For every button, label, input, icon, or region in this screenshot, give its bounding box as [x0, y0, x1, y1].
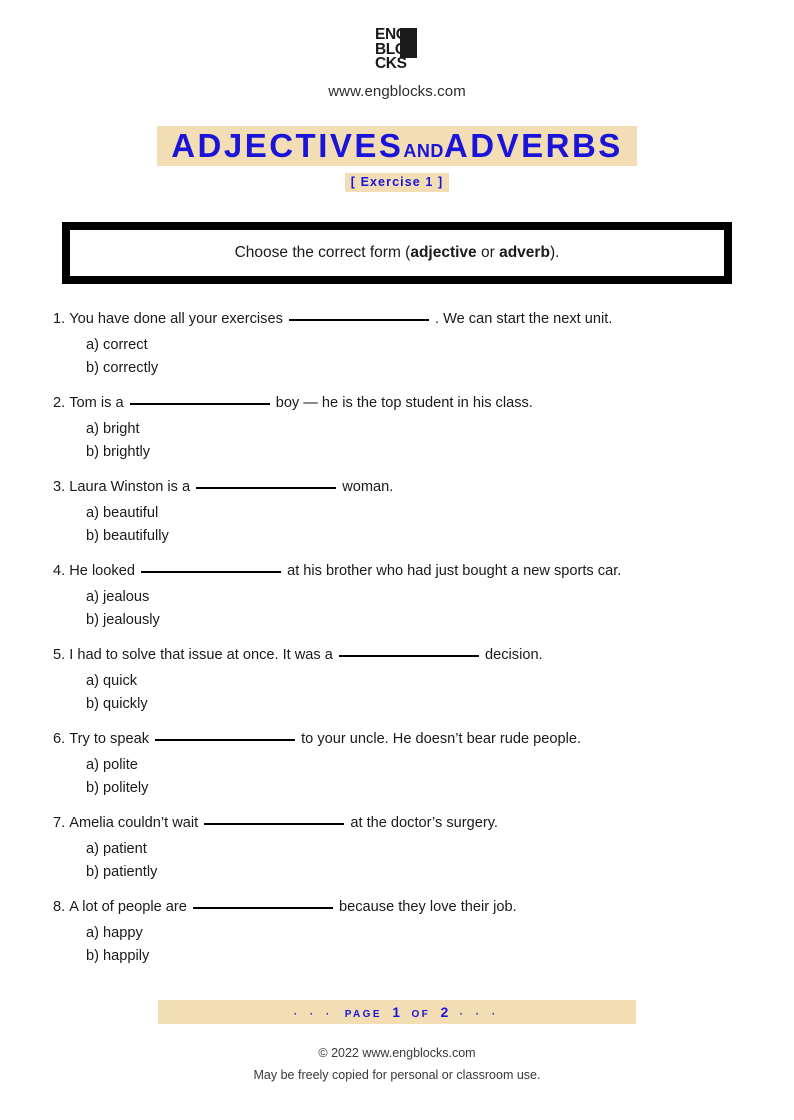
question-line: [53, 646, 746, 665]
answer-blank[interactable]: [289, 319, 429, 321]
logo-line-1: ENG: [375, 26, 408, 43]
question-text-before: Try to speak: [69, 731, 149, 747]
question-text-before: Tom is a: [69, 395, 124, 411]
answer-blank[interactable]: [196, 487, 336, 489]
instruction-bold-adjective: adjective: [410, 244, 477, 261]
question-text-after: boy — he is the top student in his class.: [275, 395, 533, 411]
instruction-middle: or: [476, 244, 500, 261]
page-indicator: [158, 1000, 636, 1024]
option-a[interactable]: a) beautiful: [86, 505, 159, 521]
page-number: 1: [392, 1004, 402, 1020]
question-text-before: A lot of people are: [69, 899, 187, 915]
question-number: 5.: [53, 647, 66, 663]
question-text-before: Amelia couldn’t wait: [69, 815, 199, 831]
question-item: [53, 310, 746, 380]
worksheet-subtitle-wrap: [0, 173, 794, 192]
worksheet-title: [0, 126, 794, 166]
question-options: [53, 502, 746, 548]
question-number: 6.: [53, 731, 66, 747]
instruction-bold-adverb: adverb: [499, 244, 550, 261]
question-number: 7.: [53, 815, 66, 831]
question-item: [53, 646, 746, 716]
question-text-before: He looked: [69, 563, 135, 579]
question-text-after: at the doctor’s surgery.: [350, 815, 498, 831]
option-b[interactable]: b) correctly: [86, 360, 159, 376]
option-b[interactable]: b) quickly: [86, 696, 148, 712]
title-conjunction: AND: [403, 141, 444, 161]
question-item: [53, 478, 746, 548]
question-item: [53, 730, 746, 800]
question-number: 3.: [53, 479, 66, 495]
question-line: [53, 730, 746, 749]
question-text-after: to your uncle. He doesn’t bear rude people.: [301, 731, 582, 747]
dots-left: · · ·: [293, 1009, 335, 1020]
instruction-box: [62, 222, 732, 284]
option-b[interactable]: b) brightly: [86, 444, 151, 460]
option-b[interactable]: b) politely: [86, 780, 149, 796]
question-options: [53, 418, 746, 464]
page-indicator-wrap: [0, 1000, 794, 1024]
answer-blank[interactable]: [141, 571, 281, 573]
question-line: [53, 814, 746, 833]
question-options: [53, 334, 746, 380]
copyright-line: © 2022 www.engblocks.com: [318, 1046, 476, 1060]
instruction-suffix: ).: [549, 244, 560, 261]
question-item: [53, 394, 746, 464]
site-url: www.engblocks.com: [328, 83, 466, 100]
question-line: [53, 562, 746, 581]
answer-blank[interactable]: [130, 403, 270, 405]
question-options: [53, 670, 746, 716]
question-number: 8.: [53, 899, 66, 915]
option-a[interactable]: a) polite: [86, 757, 138, 773]
question-item: [53, 814, 746, 884]
option-a[interactable]: a) happy: [86, 925, 143, 941]
question-item: [53, 898, 746, 968]
option-b[interactable]: b) happily: [86, 948, 150, 964]
page-word: PAGE: [344, 1009, 382, 1020]
logo-line-3: CKS: [375, 55, 407, 72]
question-text-before: I had to solve that issue at once. It was a: [69, 647, 333, 663]
title-part-1: ADJECTIVES: [171, 127, 404, 164]
option-a[interactable]: a) quick: [86, 673, 138, 689]
option-a[interactable]: a) jealous: [86, 589, 150, 605]
question-text-after: because they love their job.: [339, 899, 517, 915]
question-line: [53, 310, 746, 329]
title-main-text: [171, 127, 623, 164]
logo-line-2: BLO: [375, 40, 407, 58]
question-number: 1.: [53, 311, 66, 327]
answer-blank[interactable]: [155, 739, 295, 741]
question-text-after: woman.: [342, 479, 394, 495]
question-options: [53, 922, 746, 968]
dots-right: · · ·: [459, 1009, 501, 1020]
question-text-after: decision.: [485, 647, 543, 663]
question-text-after: . We can start the next unit.: [435, 311, 613, 327]
question-text-after: at his brother who had just bought a new sports car.: [287, 563, 622, 579]
answer-blank[interactable]: [204, 823, 344, 825]
answer-blank[interactable]: [193, 907, 333, 909]
option-a[interactable]: a) bright: [86, 421, 140, 437]
option-b[interactable]: b) patiently: [86, 864, 158, 880]
question-options: [53, 586, 746, 632]
instruction-text: [235, 244, 560, 262]
option-b[interactable]: b) jealously: [86, 612, 160, 628]
question-number: 2.: [53, 395, 66, 411]
total-pages: 2: [440, 1004, 450, 1020]
instruction-prefix: Choose the correct form (: [234, 244, 411, 261]
of-word: OF: [411, 1009, 431, 1020]
exercise-subtitle: [ Exercise 1 ]: [345, 173, 450, 192]
question-item: [53, 562, 746, 632]
question-line: [53, 394, 746, 413]
question-options: [53, 754, 746, 800]
option-a[interactable]: a) patient: [86, 841, 147, 857]
title-part-2: ADVERBS: [443, 127, 623, 164]
answer-blank[interactable]: [339, 655, 479, 657]
question-text-before: Laura Winston is a: [69, 479, 191, 495]
questions-list: [0, 310, 794, 968]
question-text-before: You have done all your exercises: [69, 311, 283, 327]
license-line: May be freely copied for personal or classroom use.: [253, 1068, 541, 1082]
footer-copyright: [0, 1042, 794, 1086]
option-a[interactable]: a) correct: [86, 337, 148, 353]
question-line: [53, 898, 746, 917]
page-header: [0, 0, 794, 100]
engblocks-logo: [374, 28, 420, 72]
logo-text: [374, 28, 420, 72]
question-number: 4.: [53, 563, 66, 579]
question-line: [53, 478, 746, 497]
title-highlight-band: [157, 126, 637, 166]
question-options: [53, 838, 746, 884]
option-b[interactable]: b) beautifully: [86, 528, 169, 544]
